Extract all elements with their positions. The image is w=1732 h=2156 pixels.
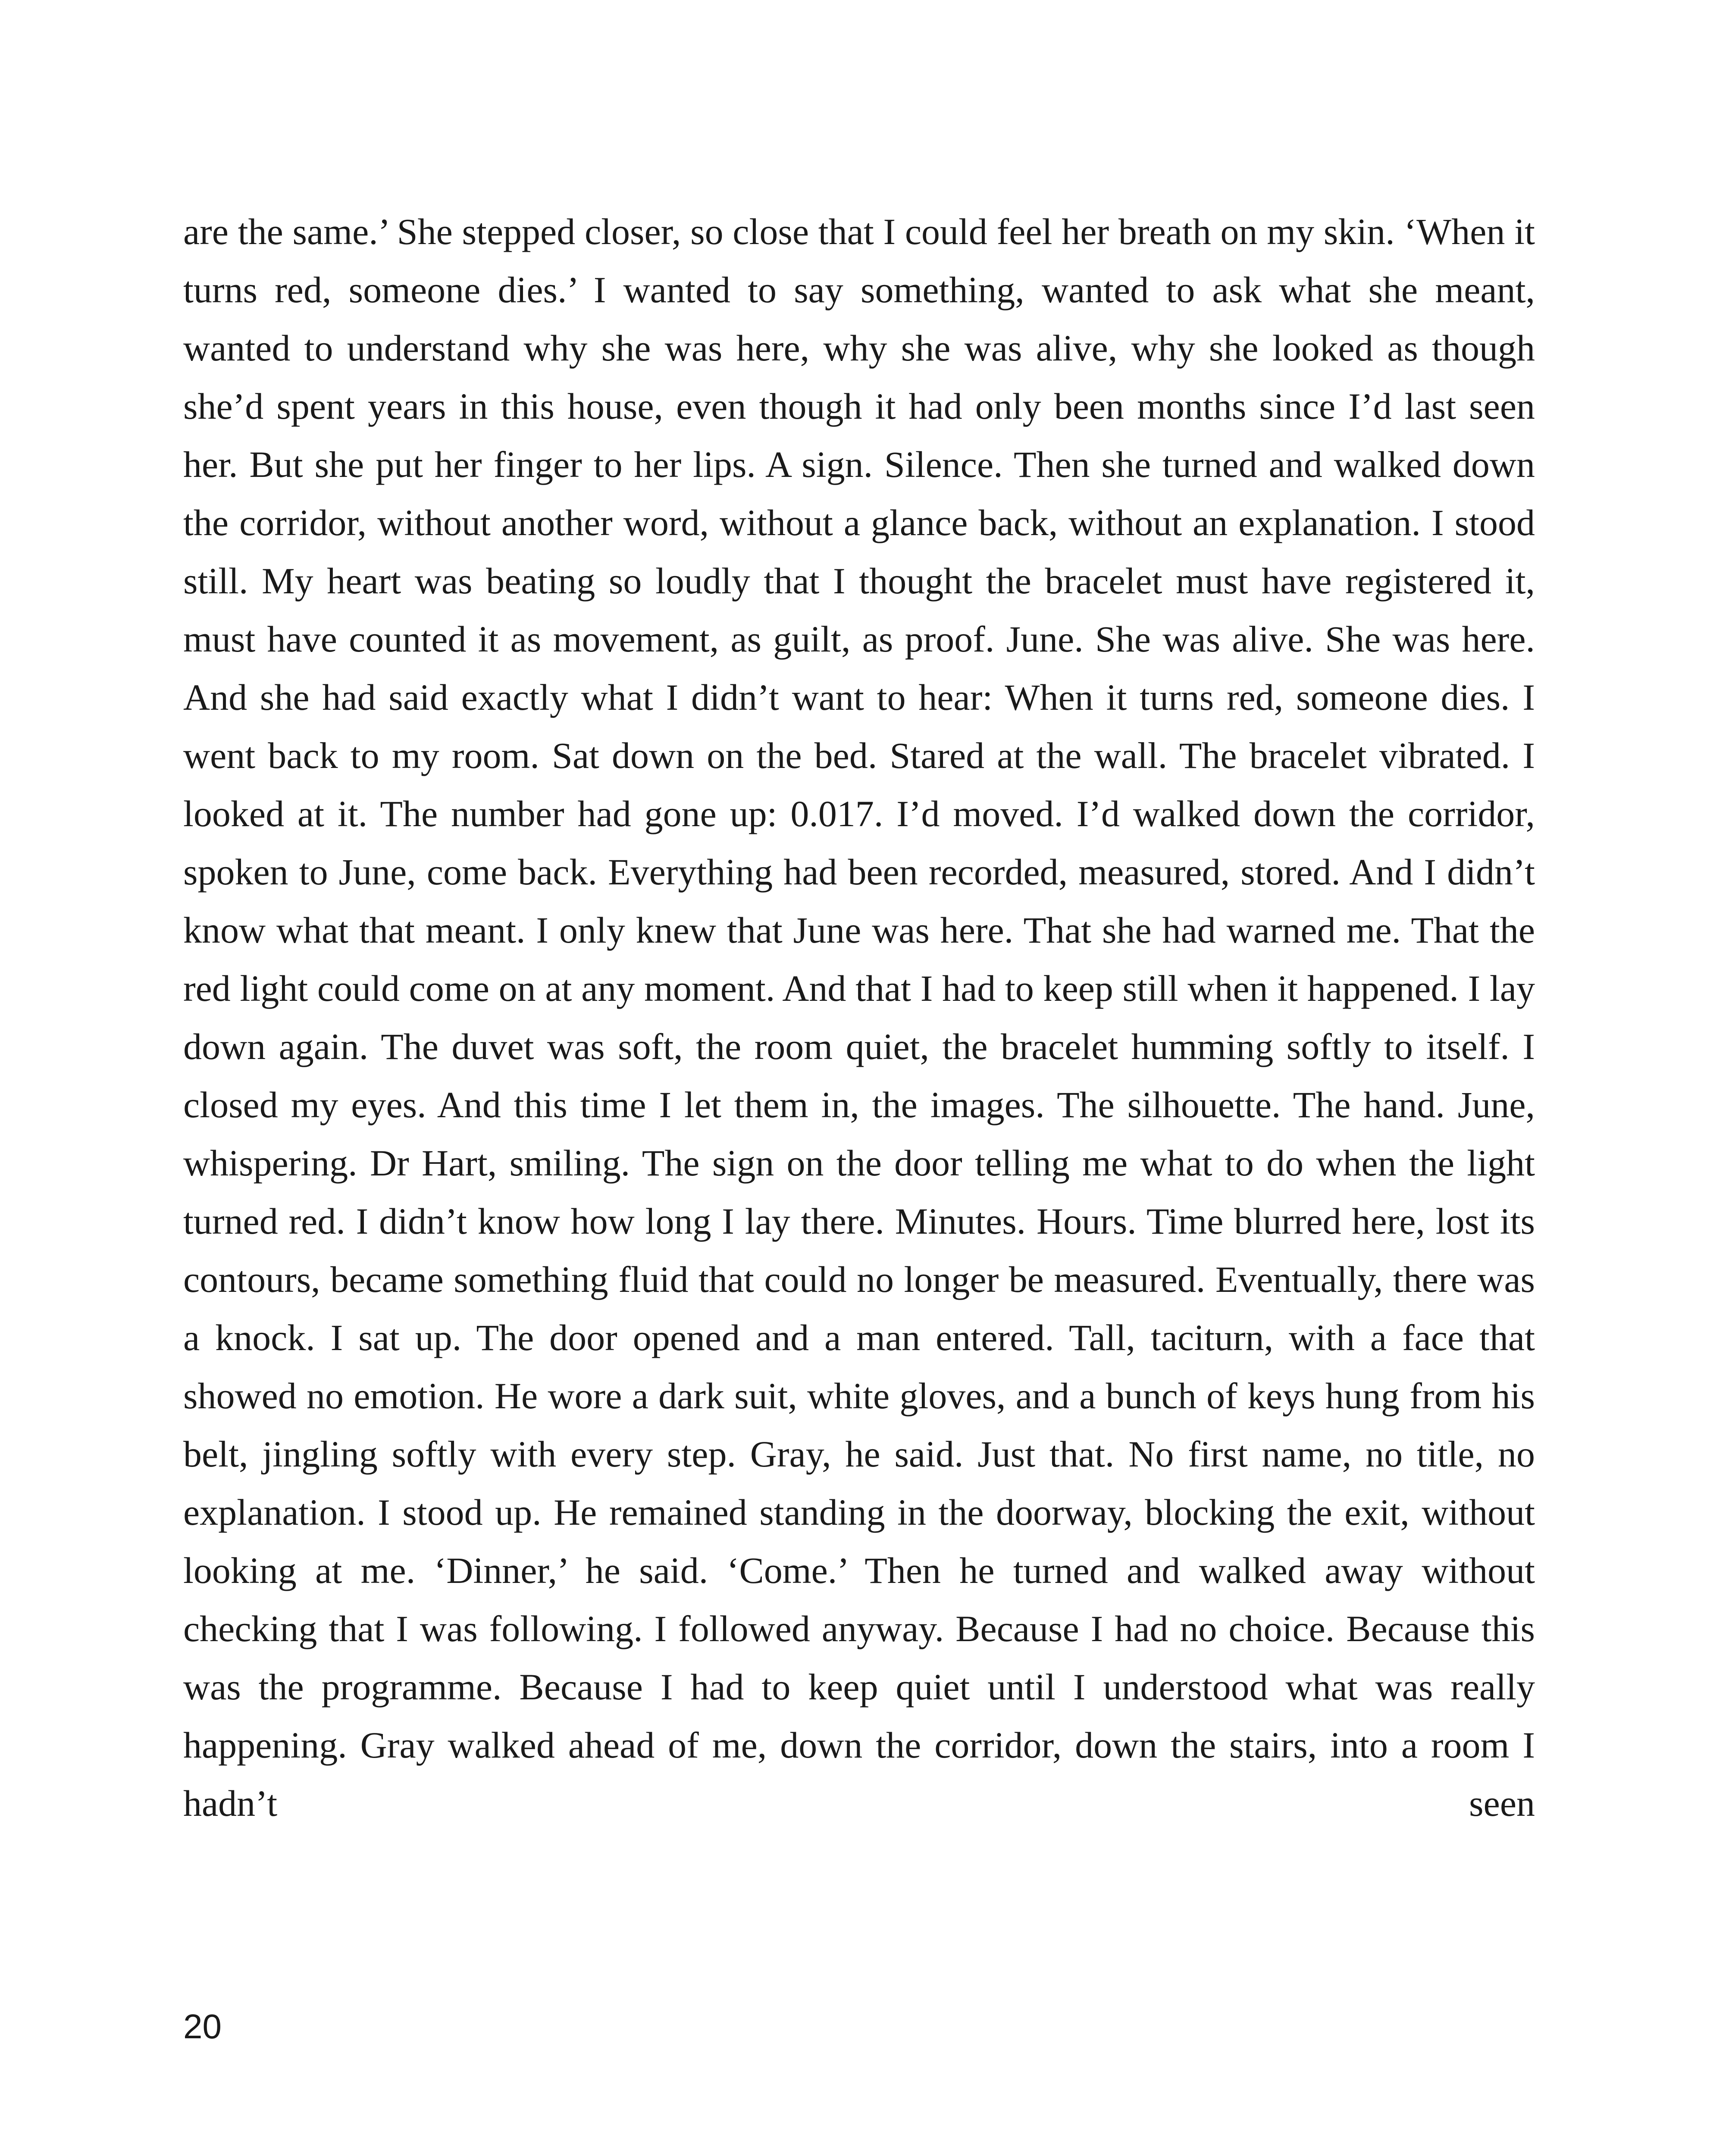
body-text-paragraph: are the same.’ She stepped closer, so close that I could feel her breath on my skin. ‘When it turns red, someone dies.’ I wanted to say something, wanted to ask what she meant, wanted to understand why she was here, why she was alive, why she looked as though she’d spent years in this house, even though it had only been months since I’d last seen her. But she put her finger to her lips. A sign. Silence. Then she turned and walked down the corridor, without another word, without a glance back, without an explanation. I stood still. My heart was beating so loudly that I thought the bracelet must have registered it, must have counted it as movement, as guilt, as proof. June. She was alive. She was here. And she had said exactly what I didn’t want to hear: When it turns red, someone dies. I went back to my room. Sat down on the bed. Stared at the wall. The bracelet vibrated. I looked at it. The number had gone up: 0.017. I’d moved. I’d walked down the corridor, spoken to June, come back. Everything had been recorded, measured, stored. And I didn’t know what that meant. I only knew that June was here. That she had warned me. That the red light could come on at any moment. And that I had to keep still when it happened. I lay down again. The duvet was soft, the room quiet, the bracelet humming softly to itself. I closed my eyes. And this time I let them in, the images. The silhouette. The hand. June, whispering. Dr Hart, smiling. The sign on the door telling me what to do when the light turned red. I didn’t know how long I lay there. Minutes. Hours. Time blurred here, lost its contours, became something fluid that could no longer be measured. Eventually, there was a knock. I sat up. The door opened and a man entered. Tall, taciturn, with a face that showed no emotion. He wore a dark suit, white gloves, and a bunch of keys hung from his belt, jingling softly with every step. Gray, he said. Just that. No first name, no title, no explanation. I stood up. He remained standing in the doorway, blocking the exit, without looking at me. ‘Dinner,’ he said. ‘Come.’ Then he turned and walked away without checking that I was following. I followed anyway. Because I had no choice. Because this was the programme. Because I had to keep quiet until I understood what was really happening. Gray walked ahead of me, down the corridor, down the stairs, into a room I hadn’t seen <box>183 211 1535 1824</box>
page-number: 20 <box>183 2007 222 2046</box>
